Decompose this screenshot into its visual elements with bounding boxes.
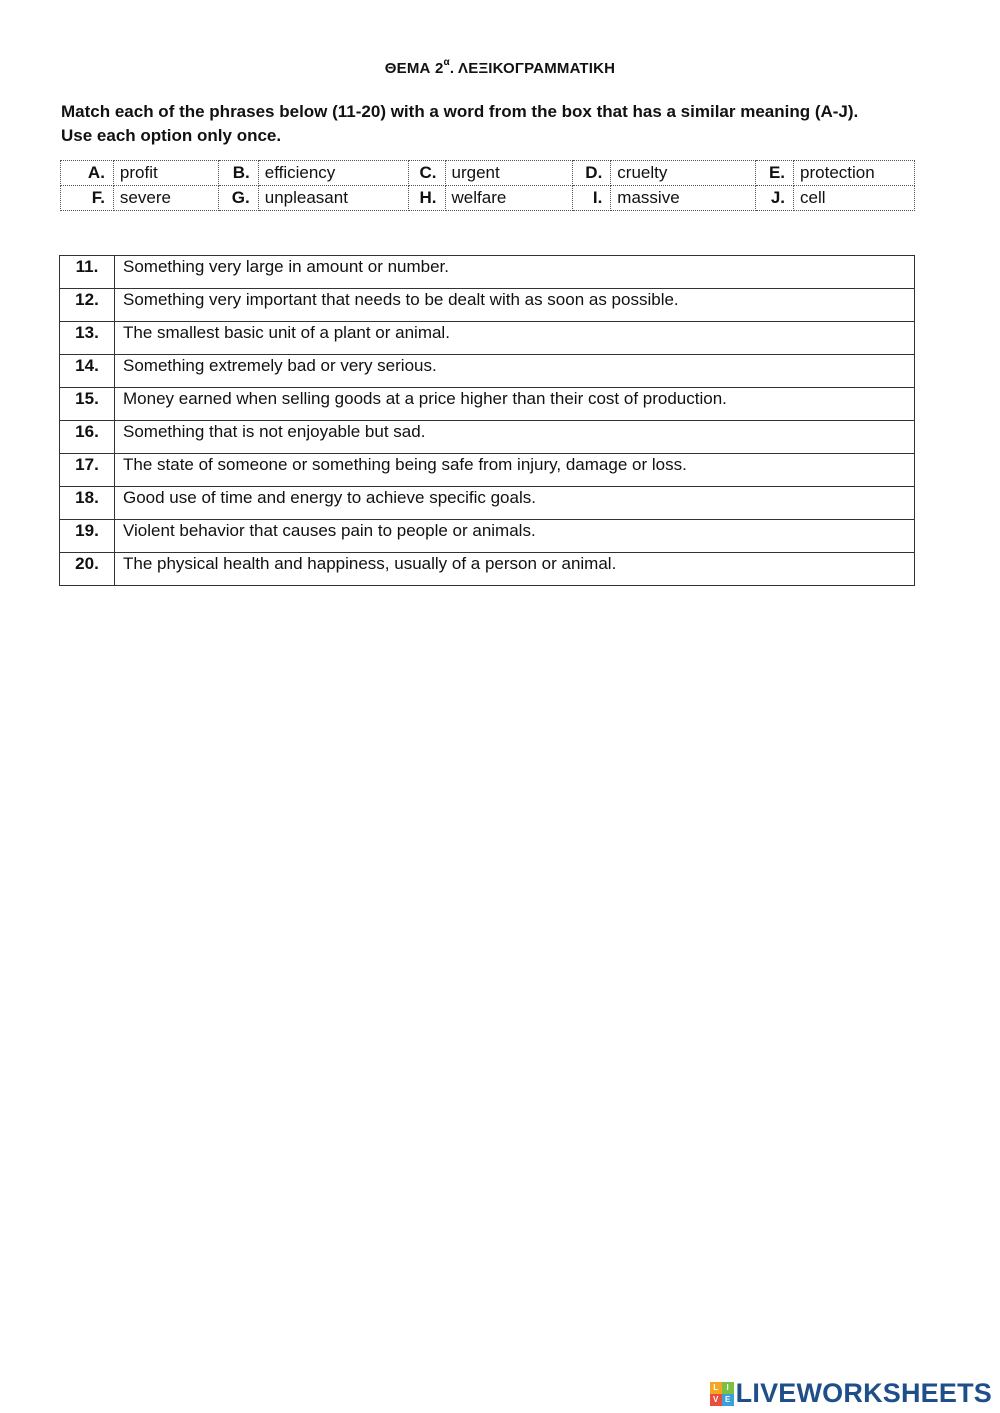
question-text: Good use of time and energy to achieve specific goals. [115,487,915,520]
option-word: urgent [445,161,573,186]
title-superscript: α [443,57,450,68]
option-letter: C. [408,161,445,186]
option-word: profit [113,161,218,186]
logo-text: LIVEWORKSHEETS [735,1378,992,1408]
instructions-line-2: Use each option only once. [61,126,282,145]
page-title [0,57,1000,77]
question-text: Something extremely bad or very serious. [115,355,915,388]
liveworksheets-logo[interactable] [710,1378,992,1409]
option-word: massive [611,186,756,211]
option-letter: E. [756,161,794,186]
table-row [60,421,915,454]
option-word: cruelty [611,161,756,186]
question-number: 19. [60,520,115,553]
question-number: 14. [60,355,115,388]
option-letter: H. [408,186,445,211]
liveworksheets-logo-icon [710,1382,734,1406]
question-number: 16. [60,421,115,454]
option-letter: J. [756,186,794,211]
option-word: cell [794,186,915,211]
question-number: 20. [60,553,115,586]
logo-icon-tile: I [722,1382,734,1394]
option-letter: A. [61,161,114,186]
option-word: protection [794,161,915,186]
table-row [60,553,915,586]
question-text: Something that is not enjoyable but sad. [115,421,915,454]
question-text: Something very large in amount or number. [115,256,915,289]
table-row [60,322,915,355]
option-letter: I. [573,186,611,211]
logo-icon-tile: L [710,1382,722,1394]
question-text: The physical health and happiness, usually of a person or animal. [115,553,915,586]
option-letter: G. [218,186,258,211]
option-word: unpleasant [258,186,408,211]
question-number: 17. [60,454,115,487]
option-word: welfare [445,186,573,211]
option-letter: B. [218,161,258,186]
table-row [60,256,915,289]
question-number: 18. [60,487,115,520]
word-box [60,160,915,211]
question-text: The state of someone or something being safe from injury, damage or loss. [115,454,915,487]
question-number: 12. [60,289,115,322]
table-row [60,355,915,388]
question-text: Violent behavior that causes pain to people or animals. [115,520,915,553]
logo-icon-tile: V [710,1394,722,1406]
word-box-row-1 [61,161,915,186]
question-text: Money earned when selling goods at a price higher than their cost of production. [115,388,915,421]
questions-table [59,255,915,586]
question-number: 13. [60,322,115,355]
logo-icon-tile: E [722,1394,734,1406]
option-letter: D. [573,161,611,186]
table-row [60,388,915,421]
option-letter: F. [61,186,114,211]
word-box-row-2 [61,186,915,211]
table-row [60,289,915,322]
table-row [60,454,915,487]
question-number: 15. [60,388,115,421]
title-rest: . ΛΕΞΙΚΟΓΡΑΜΜΑΤΙΚΗ [449,60,616,77]
question-text: Something very important that needs to be dealt with as soon as possible. [115,289,915,322]
table-row [60,520,915,553]
table-row [60,487,915,520]
option-word: severe [113,186,218,211]
option-word: efficiency [258,161,408,186]
instructions [61,100,941,148]
title-main: ΘΕΜΑ 2 [384,60,444,77]
question-text: The smallest basic unit of a plant or animal. [115,322,915,355]
instructions-line-1: Match each of the phrases below (11-20) with a word from the box that has a similar meaning (A-J). [61,102,859,121]
question-number: 11. [60,256,115,289]
